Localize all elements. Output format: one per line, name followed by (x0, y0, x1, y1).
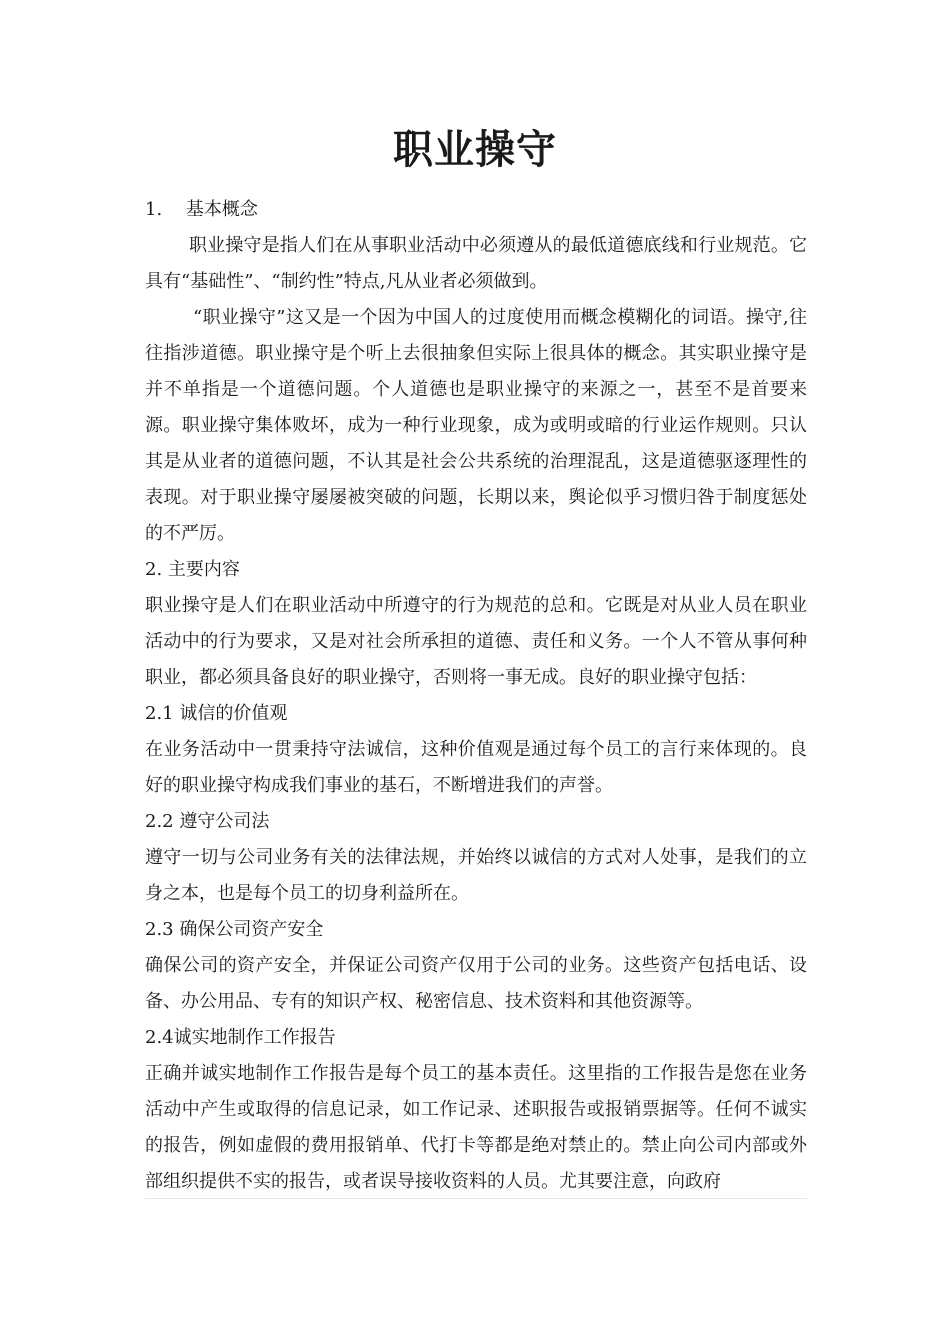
paragraph: 职业操守是指人们在从事职业活动中必须遵从的最低道德底线和行业规范。它具有“基础性”、“制约性”特点,凡从业者必须做到。 (145, 235, 807, 292)
subsection-heading: 2.4诚实地制作工作报告 (145, 1027, 336, 1048)
subsection-heading: 2.1 诚信的价值观 (145, 703, 288, 724)
document-title: 职业操守 (393, 127, 557, 173)
subsection-heading: 2.3 确保公司资产安全 (145, 919, 324, 940)
paragraph: 在业务活动中一贯秉持守法诚信，这种价值观是通过每个员工的言行来体现的。良好的职业操守构成我们事业的基石，不断增进我们的声誉。 (145, 739, 807, 796)
document-body (145, 192, 807, 1200)
paragraph: 遵守一切与公司业务有关的法律法规，并始终以诚信的方式对人处事，是我们的立身之本，也是每个员工的切身利益所在。 (145, 847, 807, 904)
paragraph: 正确并诚实地制作工作报告是每个员工的基本责任。这里指的工作报告是您在业务活动中产生或取得的信息记录，如工作记录、述职报告或报销票据等。任何不诚实的报告，例如虚假的费用报销单、代打卡等都是绝对禁止的。禁止向公司内部或外部组织提供不实的报告，或者误导接收资料的人员。尤其要注意，向政府 (145, 1063, 807, 1192)
footer-divider (145, 1198, 807, 1199)
subsection-heading: 2.2 遵守公司法 (145, 811, 270, 832)
section-heading: 1. 基本概念 (145, 199, 258, 220)
paragraph: 确保公司的资产安全，并保证公司资产仅用于公司的业务。这些资产包括电话、设备、办公用品、专有的知识产权、秘密信息、技术资料和其他资源等。 (145, 955, 807, 1012)
paragraph: “职业操守”这又是一个因为中国人的过度使用而概念模糊化的词语。操守,往往指涉道德。职业操守是个听上去很抽象但实际上很具体的概念。其实职业操守是并不单指是一个道德问题。个人道德也是职业操守的来源之一，甚至不是首要来源。职业操守集体败坏，成为一种行业现象，成为或明或暗的行业运作规则。只认其是从业者的道德问题，不认其是社会公共系统的治理混乱，这是道德驱逐理性的表现。对于职业操守屡屡被突破的问题，长期以来，舆论似乎习惯归咎于制度惩处的不严厉。 (145, 307, 807, 544)
section-heading: 2. 主要内容 (145, 559, 240, 580)
paragraph: 职业操守是人们在职业活动中所遵守的行为规范的总和。它既是对从业人员在职业活动中的行为要求，又是对社会所承担的道德、责任和义务。一个人不管从事何种职业，都必须具备良好的职业操守，否则将一事无成。良好的职业操守包括： (145, 595, 807, 688)
